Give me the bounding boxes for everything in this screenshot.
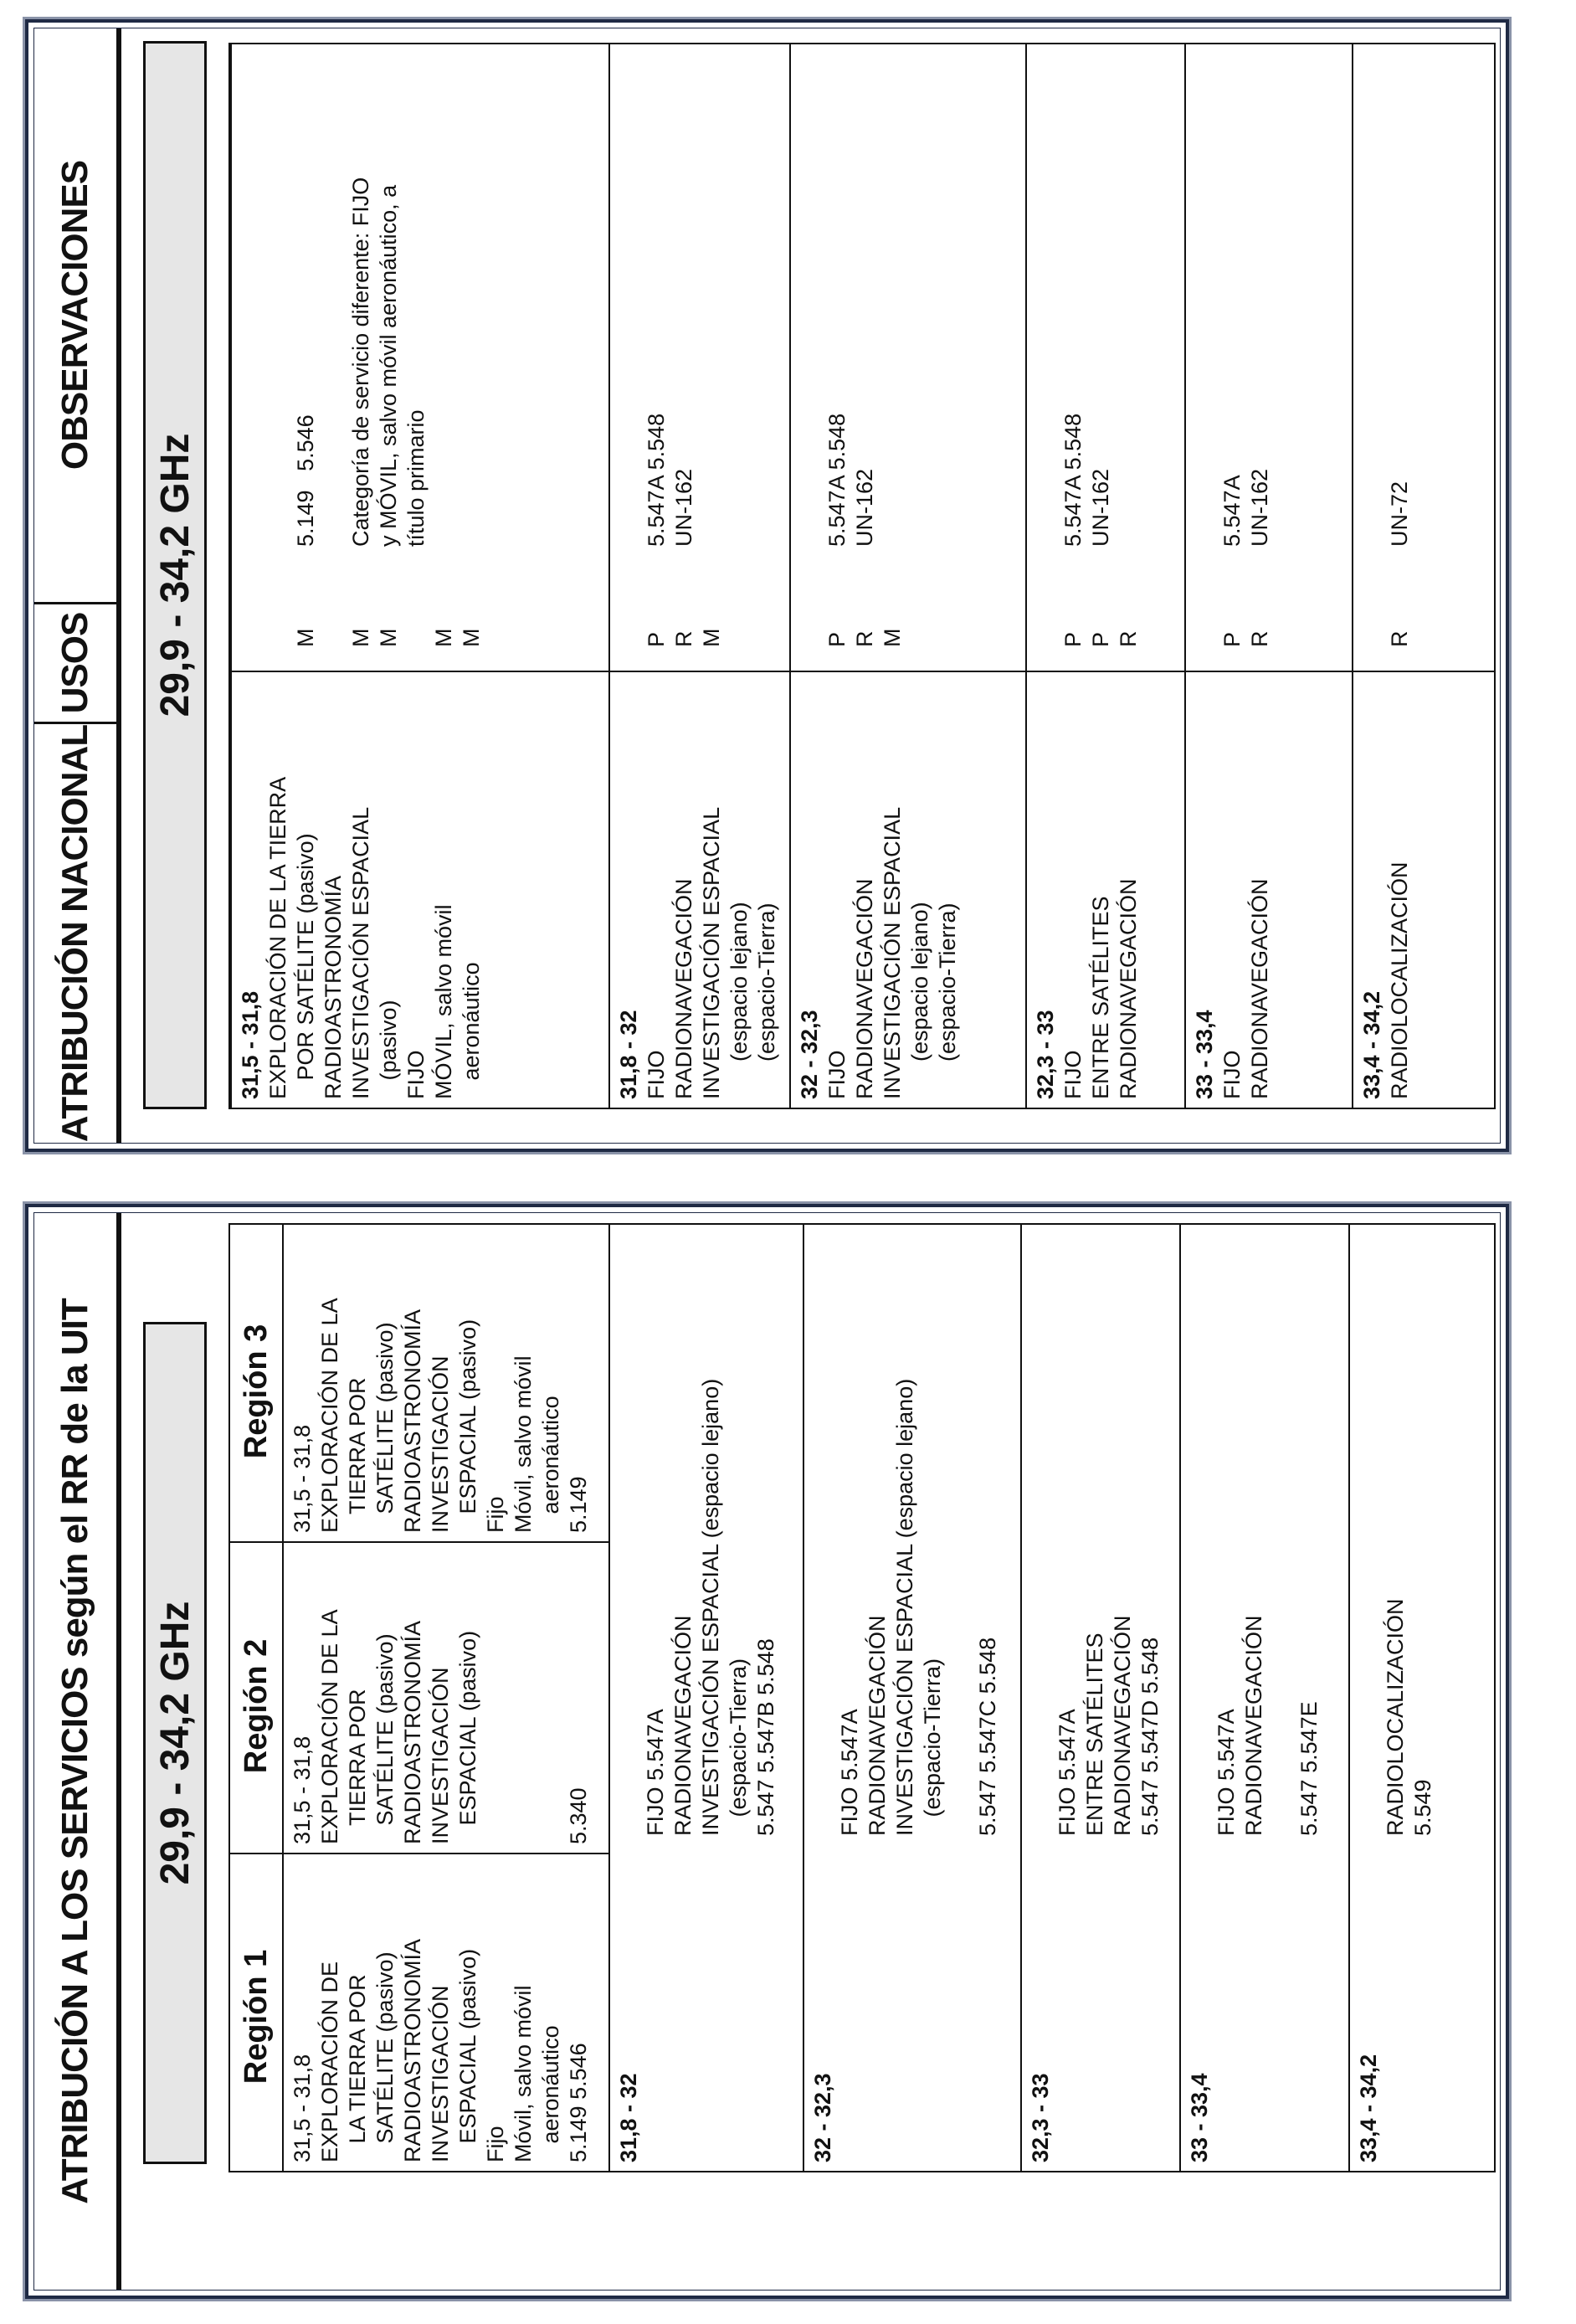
allocation-cell: FIJO 5.547A ENTRE SATÉLITES RADIONAVEGACIÓN 5.547 5.547D 5.548: [1055, 1615, 1163, 1836]
band-label: 33 - 33,4: [1192, 1010, 1217, 1099]
header-observaciones: OBSERVACIONES: [54, 160, 95, 470]
band-cell: 33 - 33,4: [1187, 2073, 1212, 2162]
allocation-cell: [610, 672, 791, 1108]
table-row: [1352, 44, 1492, 1108]
allocation-cell: RADIOLOCALIZACIÓN 5.549: [1383, 1598, 1435, 1836]
band-label: 32 - 32,3: [797, 1010, 822, 1099]
table-row: [789, 44, 1027, 1108]
usos-cell: P R: [1219, 630, 1272, 647]
band-cell: 32 - 32,3: [810, 2073, 835, 2162]
band-cell: 31,8 - 32: [616, 2073, 641, 2162]
allocation-text: FIJO ENTRE SATÉLITES RADIONAVEGACIÓN: [1060, 878, 1141, 1099]
region-2-cell: 31,5 - 31,8 EXPLORACIÓN DE LA TIERRA POR SATÉLITE (pasivo) RADIOASTRONOMÍA INVESTIGACIÓN ESPACIAL (pasivo) 5.340: [290, 1609, 591, 1844]
region-3-cell: 31,5 - 31,8 EXPLORACIÓN DE LA TIERRA POR SATÉLITE (pasivo) RADIOASTRONOMÍA INVESTIGACIÓN ESPACIAL (pasivo) Fijo Móvil, salvo móvil aeronáutico 5.149: [290, 1298, 591, 1533]
itu-panel-title: ATRIBUCIÓN A LOS SERVICIOS según el RR de la UIT: [34, 1213, 121, 2290]
national-panel-header: [34, 28, 121, 1143]
allocation-cell: [1353, 672, 1492, 1108]
usos-cell: R: [1387, 630, 1412, 647]
observaciones-cell: 5.547A 5.548 UN-162: [644, 413, 696, 547]
table-row: [608, 1225, 804, 2171]
band-label: 32,3 - 33: [1033, 1010, 1058, 1099]
allocation-text: FIJO RADIONAVEGACIÓN INVESTIGACIÓN ESPACIAL (espacio lejano) (espacio-Tierra): [824, 806, 960, 1099]
allocation-text: FIJO RADIONAVEGACIÓN INVESTIGACIÓN ESPACIAL (espacio lejano) (espacio-Tierra): [644, 806, 779, 1099]
band-label: 31,8 - 32: [616, 1010, 641, 1099]
region-header-row: [230, 1225, 282, 2171]
itu-panel-frame: [33, 1212, 1501, 2291]
usos-cell: P R M: [824, 628, 905, 647]
observaciones-cell: UN-72: [1387, 481, 1412, 547]
table-row: [1020, 1225, 1181, 2171]
band-cell: 32,3 - 33: [1028, 2073, 1053, 2162]
observaciones-cell: 5.547A 5.548 UN-162: [824, 413, 877, 547]
usos-cell: P R M: [644, 628, 724, 647]
allocation-text: FIJO RADIONAVEGACIÓN: [1219, 878, 1272, 1099]
table-row: [282, 1225, 610, 2171]
allocation-cell: [1186, 672, 1353, 1108]
observaciones-cell: 5.547A 5.548 UN-162: [1060, 413, 1113, 547]
national-panel-frame: [33, 28, 1501, 1144]
itu-band-label: 29,9 - 34,2 GHz: [143, 1322, 207, 2164]
region-3-header: Región 3: [238, 1324, 274, 1459]
itu-table: [228, 1223, 1496, 2172]
usos-cell: M M M M M: [293, 628, 484, 647]
national-table: [228, 43, 1496, 1109]
region-1-header: Región 1: [238, 1949, 274, 2085]
table-row: [1179, 1225, 1350, 2171]
allocation-cell: [1027, 672, 1186, 1108]
region-2-header: Región 2: [238, 1638, 274, 1774]
table-row: [608, 44, 791, 1108]
table-row: [230, 44, 610, 1108]
band-cell: 33,4 - 34,2: [1356, 2054, 1381, 2162]
itu-allocation-panel: [25, 1204, 1509, 2299]
national-allocation-panel: [25, 19, 1509, 1152]
table-row: [803, 1225, 1022, 2171]
header-usos: USOS: [34, 602, 116, 722]
national-band-label: 29,9 - 34,2 GHz: [143, 41, 207, 1109]
allocation-cell: FIJO 5.547A RADIONAVEGACIÓN INVESTIGACIÓN ESPACIAL (espacio lejano) (espacio-Tierra) 5.547 5.547B 5.548: [643, 1378, 778, 1836]
allocation-cell: [232, 672, 610, 1108]
table-row: [1184, 44, 1353, 1108]
allocation-cell: FIJO 5.547A RADIONAVEGACIÓN INVESTIGACIÓN ESPACIAL (espacio lejano) (espacio-Tierra) 5.547 5.547C 5.548: [837, 1378, 1000, 1836]
table-row: [1025, 44, 1186, 1108]
allocation-cell: FIJO 5.547A RADIONAVEGACIÓN 5.547 5.547E: [1214, 1615, 1322, 1836]
usos-cell: P P R: [1060, 630, 1141, 647]
allocation-cell: [791, 672, 1027, 1108]
table-row: [1348, 1225, 1492, 2171]
observaciones-cell: 5.149 5.546 Categoría de servicio diferente: FIJO y MÓVIL, salvo móvil aeronáutico, a título primario: [293, 177, 429, 547]
region-1-cell: 31,5 - 31,8 EXPLORACIÓN DE LA TIERRA POR SATÉLITE (pasivo) RADIOASTRONOMÍA INVESTIGACIÓN ESPACIAL (pasivo) Fijo Móvil, salvo móvil aeronáutico 5.149 5.546: [290, 1938, 591, 2162]
observaciones-cell: 5.547A UN-162: [1219, 468, 1272, 547]
band-label: 31,5 - 31,8: [238, 990, 263, 1099]
allocation-text: RADIOLOCALIZACIÓN: [1387, 861, 1412, 1099]
allocation-text: EXPLORACIÓN DE LA TIERRA POR SATÉLITE (pasivo) RADIOASTRONOMÍA INVESTIGACIÓN ESPACIAL (pasivo) FIJO MÓVIL, salvo móvil aeronáutico: [265, 776, 484, 1099]
band-label: 33,4 - 34,2: [1359, 990, 1384, 1099]
header-atribucion-nacional: ATRIBUCIÓN NACIONAL: [34, 722, 116, 1143]
